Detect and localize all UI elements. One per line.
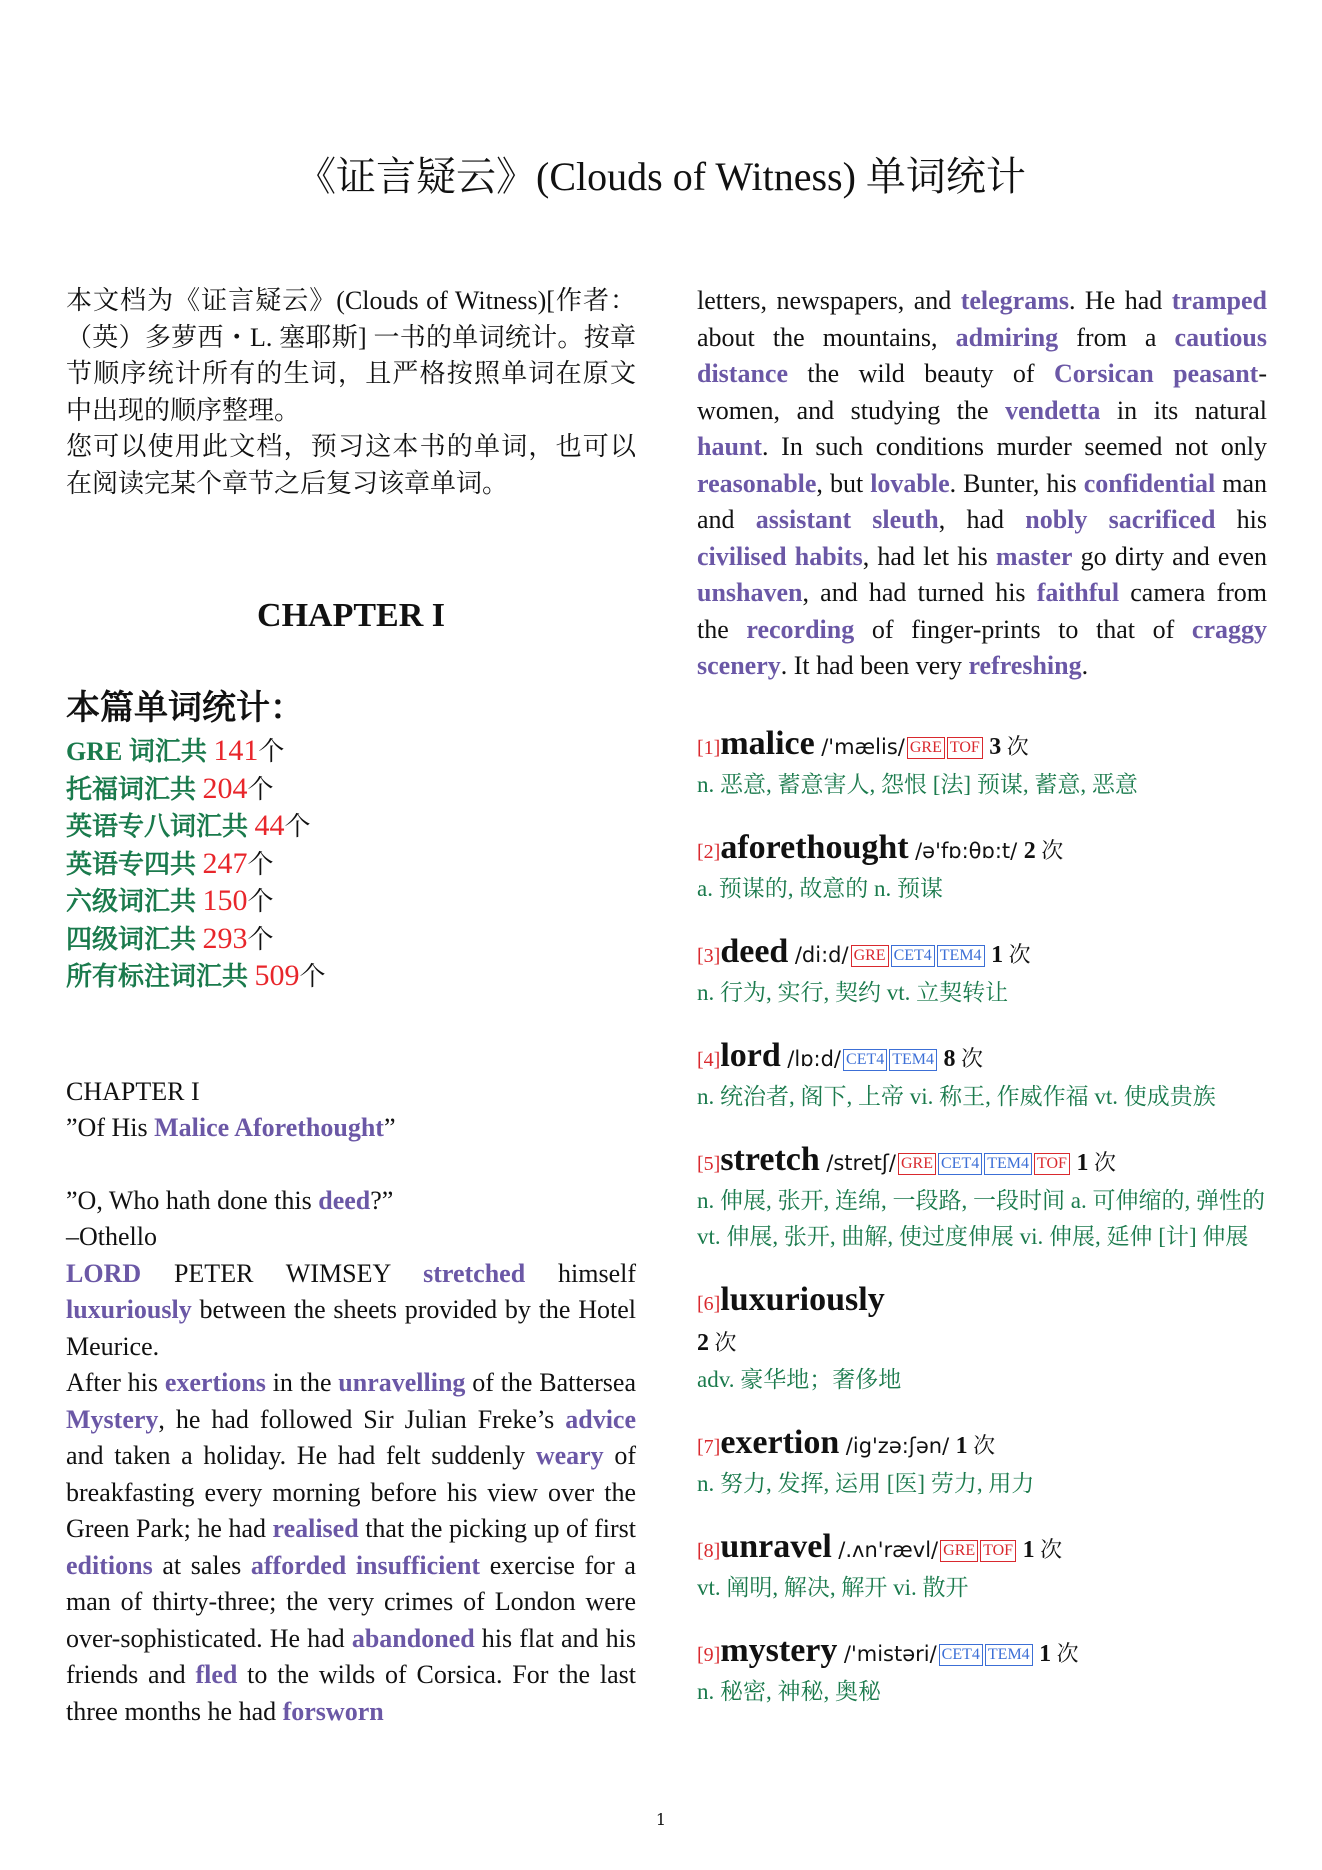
right-column (697, 283, 1267, 1710)
vocab-phonetic: /.ʌn'rævl/ (838, 1537, 939, 1562)
vocab-headline (697, 829, 1267, 871)
vocab-index: [9] (697, 1643, 721, 1666)
vocab-index: [7] (697, 1435, 721, 1458)
chapter-text (66, 1074, 636, 1731)
vocab-definition: vt. 阐明, 解决, 解开 vi. 散开 (697, 1574, 969, 1600)
body-paragraph: After his exertions in the unravelling of the Battersea Mystery, he had followed Sir Julian Freke’s advice and taken a holiday. He had felt suddenly weary of breakfasting every morning before his view over the Green Park; he had realised that the picking up of first editions at sales afforded insufficient exercise for a man of thirty-three; the very crimes of London were over-sophisticated. He had abandoned his flat and his friends and fled to the wilds of Corsica. For the last three months he had forsworn (66, 1368, 636, 1726)
vocab-tag-badge: TOF (947, 737, 983, 759)
vocab-entry (697, 1037, 1267, 1115)
vocab-entry (697, 1281, 1267, 1398)
body-paragraph-continued: letters, newspapers, and telegrams. He had tramped about the mountains, admiring from a cautious distance the wild beauty of Corsican peasant-women, and studying the vendetta in its natural haunt. In such conditions murder seemed not only reasonable, but lovable. Bunter, his confidential man and assistant sleuth, had nobly sacrificed his civilised habits, had let his master go dirty and even unshaven, and had turned his faithful camera from the recording of finger-prints to that of craggy scenery. It had been very refreshing. (697, 286, 1268, 680)
vocab-count: 3 次 (989, 733, 1029, 760)
vocab-definition: a. 预谋的, 故意的 n. 预谋 (697, 875, 943, 901)
vocab-entry (697, 1632, 1267, 1710)
vocab-phonetic: /lɒ:d/ (787, 1046, 842, 1071)
vocab-definition: n. 伸展, 张开, 连绵, 一段路, 一段时间 a. 可伸缩的, 弹性的 vt. 伸展, 张开, 曲解, 使过度伸展 vi. 伸展, 延伸 [计] 伸展 (697, 1187, 1265, 1249)
intro-paragraph: 您可以使用此文档，预习这本书的单词，也可以在阅读完某个章节之后复习该章单词。 (66, 432, 636, 498)
vocab-tag-badge: CET4 (939, 1644, 983, 1666)
vocab-index: [4] (697, 1048, 721, 1071)
vocab-index: [2] (697, 840, 721, 863)
intro (66, 283, 636, 502)
page-number: 1 (655, 1810, 667, 1829)
vocab-tag-badge: GRE (907, 737, 945, 759)
stat-gre: GRE 词汇共 141个 (66, 734, 285, 767)
epigraph: ”O, Who hath done this deed?” (66, 1185, 394, 1215)
chapter-label: CHAPTER I (66, 1076, 200, 1106)
vocab-word: exertion (720, 1423, 840, 1461)
vocab-index: [6] (697, 1292, 721, 1315)
vocab-tag-badge: GRE (851, 945, 889, 967)
vocab-headline (697, 725, 1267, 767)
vocab-headline (697, 1141, 1267, 1183)
vocab-phonetic: /ə'fɒ:θɒ:t/ (915, 838, 1018, 863)
vocab-definition: n. 恶意, 蓄意害人, 怨恨 [法] 预谋, 蓄意, 恶意 (697, 771, 1138, 797)
vocab-word: lord (720, 1036, 781, 1074)
vocab-word: aforethought (720, 828, 909, 866)
stats-title: 本篇单词统计： (66, 689, 304, 727)
intro-paragraph: 本文档为《证言疑云》(Clouds of Witness)[作者：（英）多萝西・L. 塞耶斯] 一书的单词统计。按章节顺序统计所有的生词，且严格按照单词在原文中出现的顺序整理。 (66, 286, 636, 425)
stat-toefl: 托福词汇共 204个 (66, 771, 274, 805)
vocab-index: [1] (697, 736, 721, 759)
vocab-entry (697, 1141, 1267, 1255)
vocab-headline (697, 933, 1267, 975)
epigraph-attribution: –Othello (66, 1222, 157, 1251)
vocab-phonetic: /ig'zə:ʃən/ (845, 1433, 950, 1458)
vocab-word: malice (720, 724, 815, 762)
vocab-phonetic: /'mælis/ (821, 734, 905, 759)
vocab-word: deed (720, 932, 789, 970)
body-paragraph: LORD PETER WIMSEY stretched himself luxuriously between the sheets provided by the Hotel Meurice. (66, 1258, 636, 1361)
vocab-entry (697, 1424, 1267, 1502)
vocab-word: mystery (720, 1631, 838, 1669)
stat-cet4: 四级词汇共 293个 (66, 921, 274, 955)
vocab-headline (697, 1281, 1267, 1362)
vocab-entry (697, 1528, 1267, 1606)
vocab-index: [8] (697, 1539, 721, 1562)
vocab-phonetic: /stretʃ/ (826, 1150, 896, 1175)
vocab-entry (697, 933, 1267, 1011)
vocab-definition: adv. 豪华地；奢侈地 (697, 1366, 902, 1392)
vocab-tag-badge: TEM4 (985, 1644, 1033, 1666)
vocab-tag-badge: CET4 (938, 1153, 982, 1175)
chapter-heading: CHAPTER I (257, 597, 445, 634)
vocab-index: [5] (697, 1152, 721, 1175)
vocab-definition: n. 统治者, 阁下, 上帝 vi. 称王, 作威作福 vt. 使成贵族 (697, 1083, 1216, 1109)
vocab-tag-badge: TOF (1034, 1153, 1070, 1175)
vocab-tag-badge: CET4 (891, 945, 935, 967)
vocab-index: [3] (697, 944, 721, 967)
vocab-word: stretch (720, 1140, 820, 1178)
vocab-count: 1 次 (1039, 1640, 1079, 1667)
vocab-tag-badge: TEM4 (984, 1153, 1032, 1175)
vocab-definition: n. 行为, 实行, 契约 vt. 立契转让 (697, 979, 1009, 1005)
vocab-definition: n. 秘密, 神秘, 奥秘 (697, 1678, 881, 1704)
vocab-tag-badge: GRE (940, 1540, 978, 1562)
vocab-phonetic: /di:d/ (794, 942, 849, 967)
vocab-count: 1 次 (991, 941, 1031, 968)
stat-tem8: 英语专八词汇共 44个 (66, 809, 311, 842)
stats-list (66, 733, 636, 996)
vocab-count: 1 次 (1076, 1149, 1116, 1176)
vocab-word: luxuriously (720, 1280, 885, 1318)
vocab-count: 2 次 (1023, 837, 1064, 864)
left-column (66, 283, 636, 1730)
vocab-headline (697, 1037, 1267, 1079)
vocab-definition: n. 努力, 发挥, 运用 [医] 劳力, 用力 (697, 1470, 1035, 1496)
vocab-word: unravel (720, 1527, 832, 1565)
vocab-headline (697, 1424, 1267, 1466)
vocab-tag-badge: TEM4 (889, 1049, 937, 1071)
vocab-entry (697, 725, 1267, 803)
page-title: 《证言疑云》(Clouds of Witness) 单词统计 (296, 154, 1026, 199)
vocab-tag-badge: TOF (980, 1540, 1016, 1562)
vocab-tag-badge: TEM4 (937, 945, 985, 967)
vocab-list (697, 725, 1267, 1710)
vocab-count: 8 次 (943, 1045, 984, 1072)
vocab-tag-badge: GRE (898, 1153, 936, 1175)
stat-tem4: 英语专四共 247个 (66, 846, 274, 880)
vocab-headline (697, 1528, 1267, 1570)
vocab-count: 2 次 (697, 1329, 737, 1356)
vocab-count: 1 次 (1022, 1536, 1063, 1563)
vocab-tag-badge: CET4 (843, 1049, 887, 1071)
vocab-headline (697, 1632, 1267, 1674)
stat-all: 所有标注词汇共 509个 (66, 959, 326, 992)
vocab-entry (697, 829, 1267, 907)
stat-cet6: 六级词汇共 150个 (66, 884, 274, 917)
vocab-phonetic: /'mistəri/ (843, 1641, 937, 1666)
vocab-count: 1 次 (955, 1432, 996, 1459)
chapter-subtitle: ”Of His Malice Aforethought” (66, 1113, 396, 1142)
